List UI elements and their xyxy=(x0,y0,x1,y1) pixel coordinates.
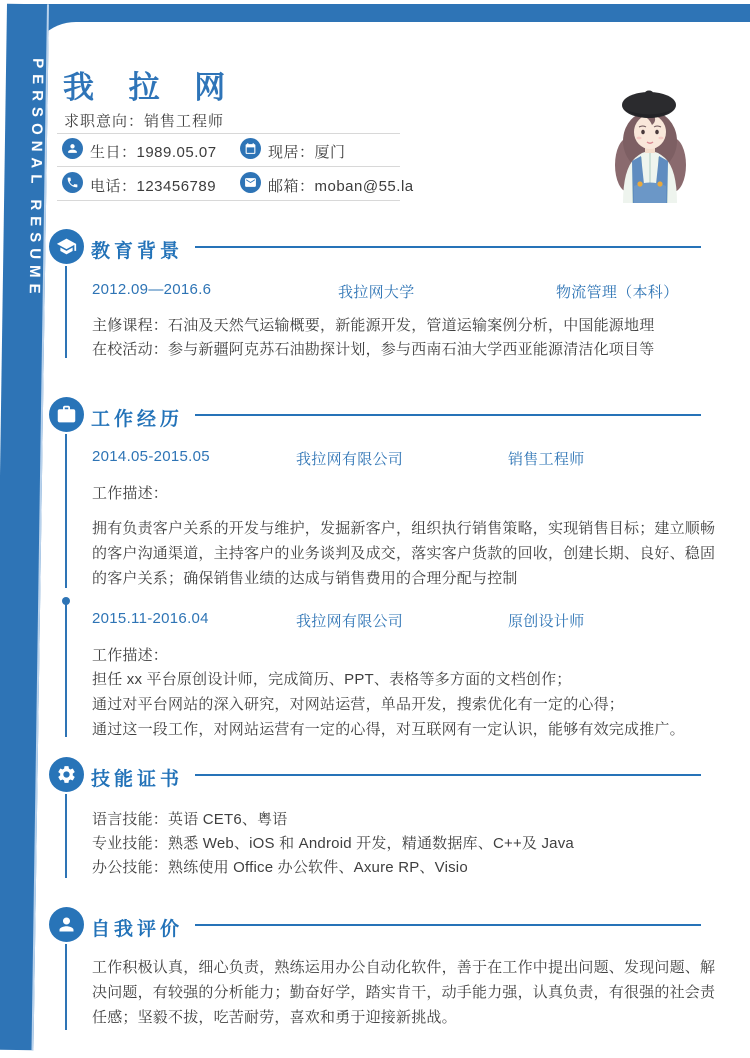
email-value: 邮箱：moban@55.la xyxy=(268,178,414,195)
phone-value: 电话：123456789 xyxy=(90,178,217,195)
skills-list xyxy=(92,808,716,880)
residence-value: 现居：厦门 xyxy=(268,144,346,161)
gear-icon xyxy=(49,757,84,792)
avatar xyxy=(583,84,717,206)
work1-company: 我拉网有限公司 xyxy=(296,451,404,468)
skill-professional: 专业技能：熟悉 Web、iOS 和 Android 开发，精通数据库、C++及 Java xyxy=(92,835,574,852)
person-icon xyxy=(49,907,84,942)
phone-icon xyxy=(62,172,83,193)
timeline-line xyxy=(65,266,67,358)
edu-activities: 在校活动：参与新疆阿克苏石油勘探计划，参与西南石油大学西亚能源清洁化项目等 xyxy=(92,341,655,358)
timeline-line xyxy=(65,603,67,737)
calendar-icon xyxy=(240,138,261,159)
timeline-line xyxy=(65,434,67,588)
work2-company: 我拉网有限公司 xyxy=(296,613,404,630)
edu-date: 2012.09—2016.6 xyxy=(92,281,212,298)
timeline-line xyxy=(65,944,67,1030)
section-rule xyxy=(195,924,701,926)
work2-desc-label: 工作描述： xyxy=(92,647,169,664)
divider xyxy=(57,166,400,167)
section-rule xyxy=(195,774,701,776)
skill-office: 办公技能：熟练使用 Office 办公软件、Axure RP、Visio xyxy=(92,859,468,876)
edu-major: 物流管理（本科） xyxy=(556,284,679,301)
section-title-skills: 技能证书 xyxy=(91,769,184,790)
briefcase-icon xyxy=(49,397,84,432)
user-icon xyxy=(62,138,83,159)
birthday-value: 生日：1989.05.07 xyxy=(90,144,217,161)
section-rule xyxy=(195,246,701,248)
graduation-cap-icon xyxy=(49,229,84,264)
work2-desc-line: 通过这一段工作，对网站运营有一定的心得，对互联网有一定认识，能够有效完成推广。 xyxy=(92,721,685,738)
skill-language: 语言技能：英语 CET6、粤语 xyxy=(92,811,288,828)
sidebar-vertical-text: PERSONAL RESUME xyxy=(25,58,47,300)
section-title-education: 教育背景 xyxy=(91,241,184,262)
work2-date: 2015.11-2016.04 xyxy=(92,610,209,627)
section-rule xyxy=(195,414,701,416)
edu-courses: 主修课程：石油及天然气运输概要，新能源开发，管道运输案例分析，中国能源地理 xyxy=(92,317,655,334)
section-title-evaluation: 自我评价 xyxy=(91,919,184,940)
divider xyxy=(57,200,400,201)
section-title-work: 工作经历 xyxy=(91,409,184,430)
timeline-line xyxy=(65,794,67,878)
work1-desc-label: 工作描述： xyxy=(92,485,169,502)
mail-icon xyxy=(240,172,261,193)
candidate-name: 我 拉 网 xyxy=(63,70,239,105)
work2-desc xyxy=(92,667,716,742)
evaluation-text: 工作积极认真，细心负责，熟练运用办公自动化软件，善于在工作中提出问题、发现问题、解决问题，有较强的分析能力；勤奋好学，踏实肯干，动手能力强，认真负责，有很强的社会责任感；坚毅不拔，吃苦耐劳，喜欢和勇于迎接新挑战。 xyxy=(92,959,716,1026)
work1-position: 销售工程师 xyxy=(508,451,585,468)
work2-desc-line: 通过对平台网站的深入研究，对网站运营，单品开发，搜索优化有一定的心得； xyxy=(92,696,625,713)
edu-school: 我拉网大学 xyxy=(338,284,415,301)
job-intention: 求职意向：销售工程师 xyxy=(64,113,225,130)
edu-details xyxy=(92,314,716,362)
work2-position: 原创设计师 xyxy=(508,613,585,630)
divider xyxy=(57,133,400,134)
work1-date: 2014.05-2015.05 xyxy=(92,448,210,465)
work1-desc: 拥有负责客户关系的开发与维护，发掘新客户，组织执行销售策略，实现销售目标；建立顺畅的客户沟通渠道，主持客户的业务谈判及成交，落实客户货款的回收，创建长期、良好、稳固的客户关系；确保销售业绩的达成与销售费用的合理分配与控制 xyxy=(92,520,716,587)
work2-desc-line: 担任 xx 平台原创设计师，完成简历、PPT、表格等多方面的文档创作； xyxy=(92,671,572,688)
